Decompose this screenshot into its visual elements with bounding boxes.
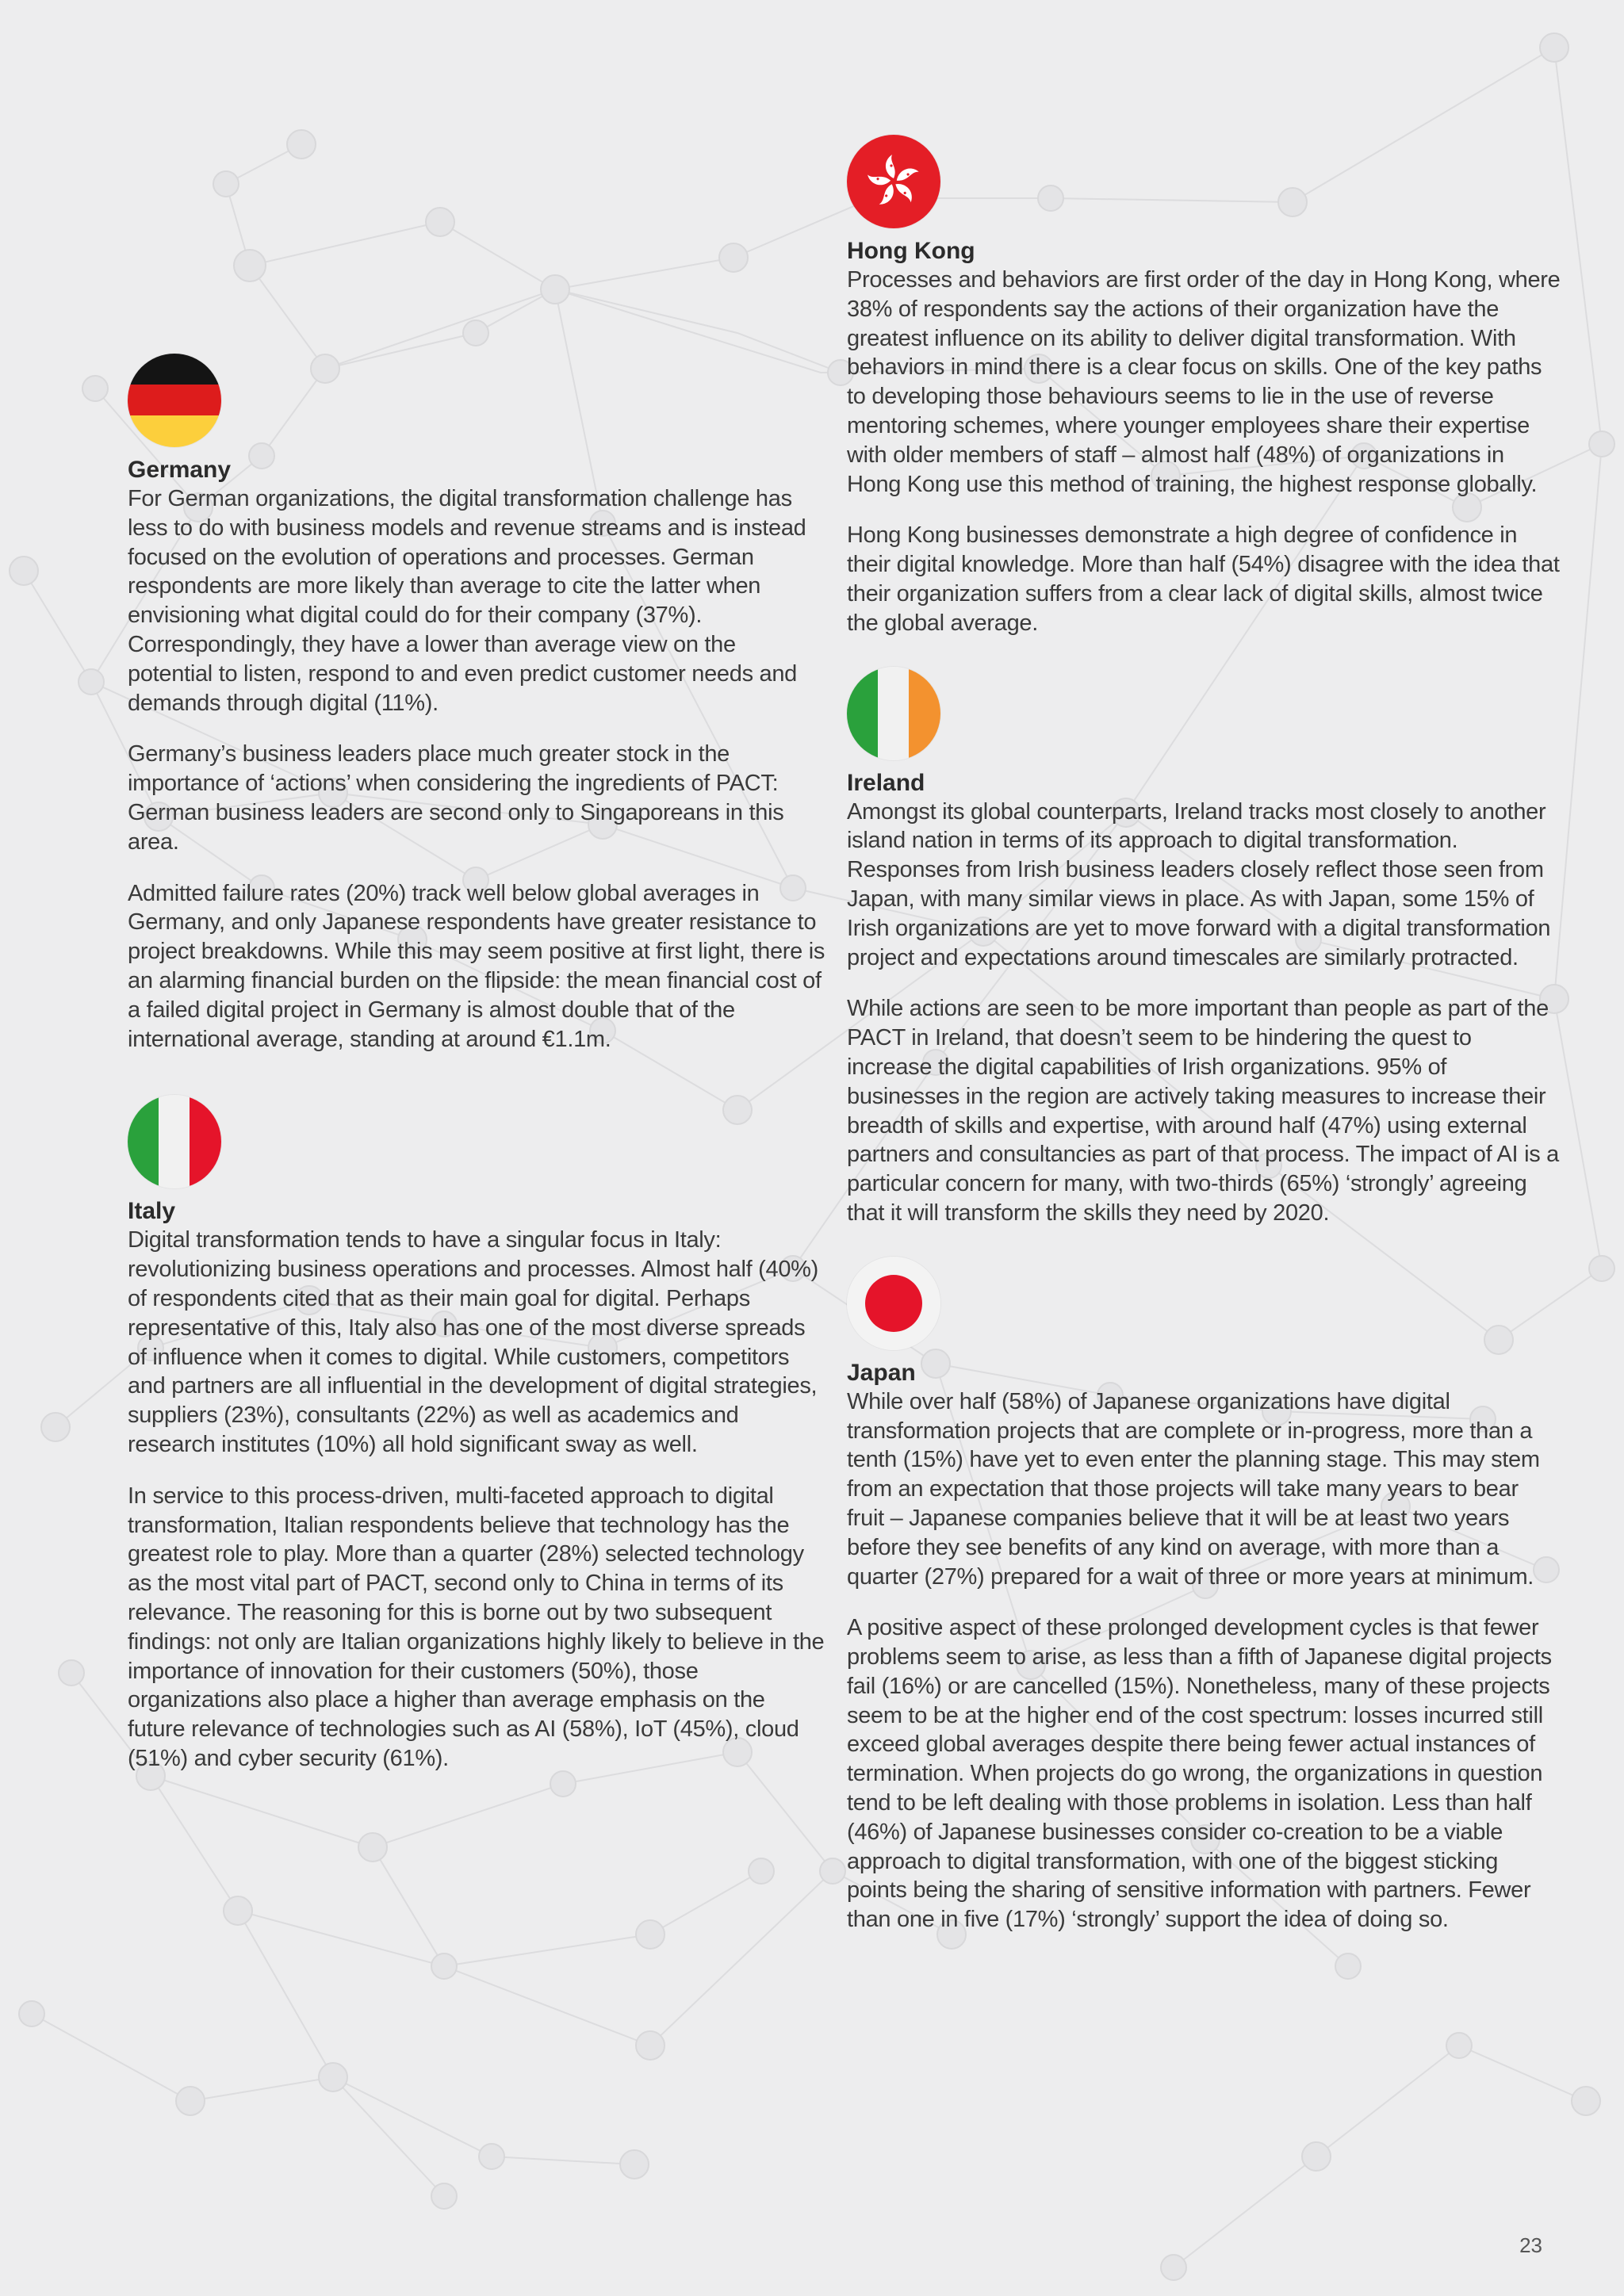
country-name-italy: Italy bbox=[128, 1198, 176, 1225]
germany-paragraph-3: Admitted failure rates (20%) track well below global averages in Germany, and only Japanese respondents have greater resistance to project breakdowns. While this may seem positive at first light, there is an alarming financial burden on the flipside: the mean financial cost of a failed digital project in Germany is almost double that of the international average, standing at around €1.1m. bbox=[128, 880, 825, 1052]
left-column bbox=[128, 354, 825, 1774]
country-name-ireland: Ireland bbox=[847, 769, 925, 796]
country-section-ireland bbox=[847, 667, 1561, 1228]
germany-paragraph-2: Germany’s business leaders place much greater stock in the importance of ‘actions’ when considering the ingredients of PACT: German business leaders are second only to Singaporeans in this area. bbox=[128, 741, 784, 855]
germany-paragraph-1: For German organizations, the digital transformation challenge has less to do with business models and revenue streams and is instead focused on the evolution of operations and processes. German respondents are more likely than average to cite the latter when envisioning what digital could do for their company (37%). Correspondingly, they have a lower than average view on the potential to listen, respond to and even predict customer needs and demands through digital (11%). bbox=[128, 486, 806, 716]
page-number: 23 bbox=[1519, 2233, 1542, 2257]
country-name-japan: Japan bbox=[847, 1359, 916, 1386]
italy-paragraph-2: In service to this process-driven, multi-faceted approach to digital transformation, Italian respondents believe that technology has the greatest role to play. More than a quarter (28%) selected technology as the most vital part of PACT, second only to China in terms of its relevance. The reasoning for this is borne out by two subsequent findings: not only are Italian organizations highly likely to believe in the importance of innovation for their customers (50%), those organizations also place a higher than average emphasis on the future relevance of technologies such as AI (58%), IoT (45%), cloud (51%) and cyber security (61%). bbox=[128, 1483, 825, 1771]
ireland-paragraph-2: While actions are seen to be more important than people as part of the PACT in Ireland, that doesn’t seem to be hindering the quest to increase the digital capabilities of Irish organizations. 95% of businesses in the region are actively taking measures to increase their breadth of skills and expertise, with around half (47%) using external partners and consultancies as part of that process. The impact of AI is a particular concern for many, with two-thirds (65%) ‘strongly’ agreeing that it will transform the skills they need by 2020. bbox=[847, 996, 1560, 1226]
ireland-flag-icon bbox=[847, 667, 940, 760]
country-name-germany: Germany bbox=[128, 457, 232, 483]
country-name-hong-kong: Hong Kong bbox=[847, 238, 975, 264]
hong-kong-flag-icon bbox=[847, 135, 940, 228]
japan-paragraph-1: While over half (58%) of Japanese organizations have digital transformation projects that are complete or in-progress, more than a tenth (15%) have yet to even enter the planning stage. This may stem from an expectation that those projects will take many years to bear fruit – Japanese companies believe that it will be at least two years before they see benefits of any kind on average, with more than a quarter (27%) prepared for a wait of three or more years at minimum. bbox=[847, 1388, 1540, 1590]
country-section-germany bbox=[128, 354, 825, 1054]
country-section-japan bbox=[847, 1257, 1561, 1934]
country-section-italy bbox=[128, 1095, 825, 1773]
italy-flag-icon bbox=[128, 1095, 221, 1188]
right-column bbox=[847, 135, 1561, 1934]
ireland-paragraph-1: Amongst its global counterparts, Ireland tracks most closely to another island nation in terms of its approach to digital transformation. Responses from Irish business leaders closely reflect those seen from Japan, with many similar views in place. As with Japan, some 15% of Irish organizations are yet to move forward with a digital transformation project and expectations around timescales are similarly protracted. bbox=[847, 798, 1551, 970]
hong-kong-paragraph-2: Hong Kong businesses demonstrate a high degree of confidence in their digital knowledge. More than half (54%) disagree with the idea that their organization suffers from a clear lack of digital skills, almost twice the global average. bbox=[847, 522, 1560, 636]
italy-paragraph-1: Digital transformation tends to have a singular focus in Italy: revolutionizing business operations and processes. Almost half (40%) of respondents cited that as their main goal for digital. Perhaps representative of this, Italy also has one of the most diverse spreads of influence when it comes to digital. While customers, competitors and partners are all influential in the development of digital strategies, suppliers (23%), consultants (22%) as well as academics and research institutes (10%) all hold significant sway as well. bbox=[128, 1227, 819, 1457]
country-section-hong-kong bbox=[847, 135, 1561, 638]
japan-paragraph-2: A positive aspect of these prolonged development cycles is that fewer problems seem to arise, as less than a fifth of Japanese digital projects fail (16%) or are cancelled (15%). Nonetheless, many of these projects seem to be at the higher end of the cost spectrum: losses incurred still exceed global averages despite there being fewer actual instances of termination. When projects do go wrong, the organizations in question tend to be left dealing with those problems in isolation. Less than half (46%) of Japanese businesses consider co-creation to be a viable approach to digital transformation, with one of the biggest sticking points being the sharing of sensitive information with partners. Fewer than one in five (17%) ‘strongly’ support the idea of doing so. bbox=[847, 1615, 1552, 1933]
japan-flag-icon bbox=[847, 1257, 940, 1350]
hong-kong-paragraph-1: Processes and behaviors are first order of the day in Hong Kong, where 38% of respondents say the actions of their organization have the greatest influence on its ability to deliver digital transformation. With behaviors in mind there is a clear focus on skills. One of the key paths to developing those behaviours seems to lie in the use of reverse mentoring schemes, where younger employees share their expertise with older members of staff – almost half (48%) of organizations in Hong Kong use this method of training, the highest response globally. bbox=[847, 267, 1561, 497]
germany-flag-icon bbox=[128, 354, 221, 447]
